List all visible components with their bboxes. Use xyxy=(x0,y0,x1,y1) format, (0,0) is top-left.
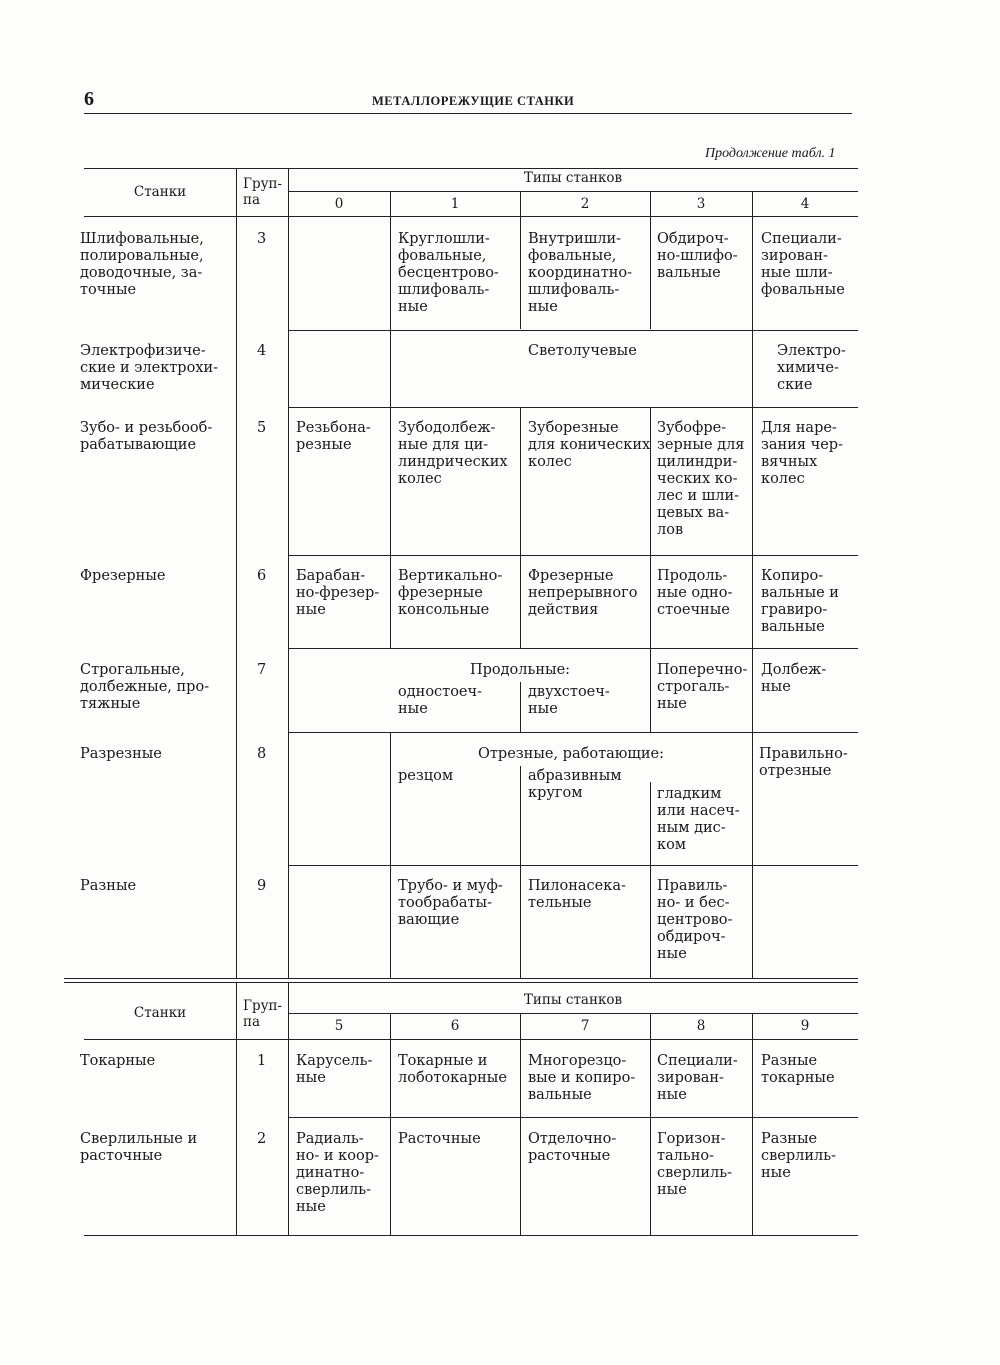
cell: Долбеж- ные xyxy=(761,662,827,695)
cell: Зубофре- зерные для цилиндри- ческих ко- лес и шли- цевых ва- лов xyxy=(657,420,745,538)
cell: Барабан- но-фрезер- ные xyxy=(296,568,380,618)
row-name: Зубо- и резьбооб- рабатывающие xyxy=(80,420,213,453)
row-group: 2 xyxy=(257,1131,267,1147)
cell: Электро- химиче- ские xyxy=(777,343,846,393)
table-separator xyxy=(64,978,858,979)
row-name: Фрезерные xyxy=(80,568,166,584)
cell: Разные сверлиль- ные xyxy=(761,1131,837,1181)
cell: Внутришли- фовальные, координатно- шлифоваль- ные xyxy=(528,231,633,315)
cell: Правиль- но- и бес- центрово- обдироч- ные xyxy=(657,878,733,962)
type-num: 2 xyxy=(580,196,590,212)
cell: Для наре- зания чер- вячных колес xyxy=(761,420,843,487)
header-machines: Станки xyxy=(133,1005,187,1021)
type-num: 1 xyxy=(450,196,460,212)
page-number: 6 xyxy=(84,88,94,110)
row-group: 8 xyxy=(257,746,267,762)
span-label: Отрезные, работающие: xyxy=(478,746,664,762)
cell: Специали- зирован- ные шли- фовальные xyxy=(761,231,845,298)
row-group: 7 xyxy=(257,662,267,678)
cell: Трубо- и муф- тообрабаты- вающие xyxy=(398,878,503,928)
row-name: Шлифовальные, полировальные, доводочные, за- точные xyxy=(80,231,204,298)
type-num: 3 xyxy=(696,196,706,212)
type-num: 8 xyxy=(696,1018,706,1034)
cell: Копиро- вальные и гравиро- вальные xyxy=(761,568,839,635)
header-group: Груп- па xyxy=(243,176,283,208)
cell: Резьбона- резные xyxy=(296,420,371,453)
cell: Радиаль- но- и коор- динатно- сверлиль- ные xyxy=(296,1131,379,1215)
row-group: 1 xyxy=(257,1053,267,1069)
cell: Специали- зирован- ные xyxy=(657,1053,738,1103)
row-name: Электрофизиче- ские и электрохи- мические xyxy=(80,343,219,393)
header-types: Типы станков xyxy=(523,170,623,186)
cell: Круглошли- фовальные, бесцентрово- шлифоваль- ные xyxy=(398,231,499,315)
row-name: Токарные xyxy=(80,1053,156,1069)
row-name: Строгальные, долбежные, про- тяжные xyxy=(80,662,210,712)
row-name: Сверлильные и расточные xyxy=(80,1131,198,1164)
cell: Поперечно- строгаль- ные xyxy=(657,662,748,712)
type-num: 5 xyxy=(334,1018,344,1034)
row-group: 3 xyxy=(257,231,267,247)
span-label: Продольные: xyxy=(469,662,571,678)
type-num: 0 xyxy=(334,196,344,212)
running-title: МЕТАЛЛОРЕЖУЩИЕ СТАНКИ xyxy=(372,94,575,108)
cell: Расточные xyxy=(398,1131,481,1147)
cell: Вертикально- фрезерные консольные xyxy=(398,568,503,618)
cell: Разные токарные xyxy=(761,1053,835,1086)
cell: Продоль- ные одно- стоечные xyxy=(657,568,733,618)
row-name: Разрезные xyxy=(80,746,162,762)
type-num: 4 xyxy=(800,196,810,212)
cell: Многорезцо- вые и копиро- вальные xyxy=(528,1053,636,1103)
type-num: 6 xyxy=(450,1018,460,1034)
cell: Правильно- отрезные xyxy=(759,746,848,779)
header-machines: Станки xyxy=(133,184,187,200)
cell: Карусель- ные xyxy=(296,1053,373,1086)
header-types: Типы станков xyxy=(523,992,623,1008)
row-group: 4 xyxy=(257,343,267,359)
cell: Обдироч- но-шлифо- вальные xyxy=(657,231,738,281)
cell: Зуборезные для конических колес xyxy=(528,420,651,470)
type-num: 9 xyxy=(800,1018,810,1034)
type-num: 7 xyxy=(580,1018,590,1034)
row-name: Разные xyxy=(80,878,137,894)
cell: резцом xyxy=(398,768,454,784)
cell: абразивным кругом xyxy=(528,768,622,801)
row-group: 5 xyxy=(257,420,267,436)
header-rule xyxy=(84,113,852,114)
cell: Горизон- тально- сверлиль- ные xyxy=(657,1131,733,1198)
row-group: 9 xyxy=(257,878,267,894)
cell: Фрезерные непрерывного действия xyxy=(528,568,638,618)
cell: Токарные и лоботокарные xyxy=(398,1053,507,1086)
cell: двухстоеч- ные xyxy=(528,684,610,717)
cell: гладким или насеч- ным дис- ком xyxy=(657,786,740,853)
cell: Пилонасека- тельные xyxy=(528,878,626,911)
header-group: Груп- па xyxy=(243,998,283,1030)
cell: Отделочно- расточные xyxy=(528,1131,617,1164)
continuation-label: Продолжение табл. 1 xyxy=(705,146,836,161)
row-group: 6 xyxy=(257,568,267,584)
cell: Зубодолбеж- ные для ци- линдрических колес xyxy=(398,420,508,487)
cell: одностоеч- ные xyxy=(398,684,482,717)
cell: Светолучевые xyxy=(528,343,637,359)
